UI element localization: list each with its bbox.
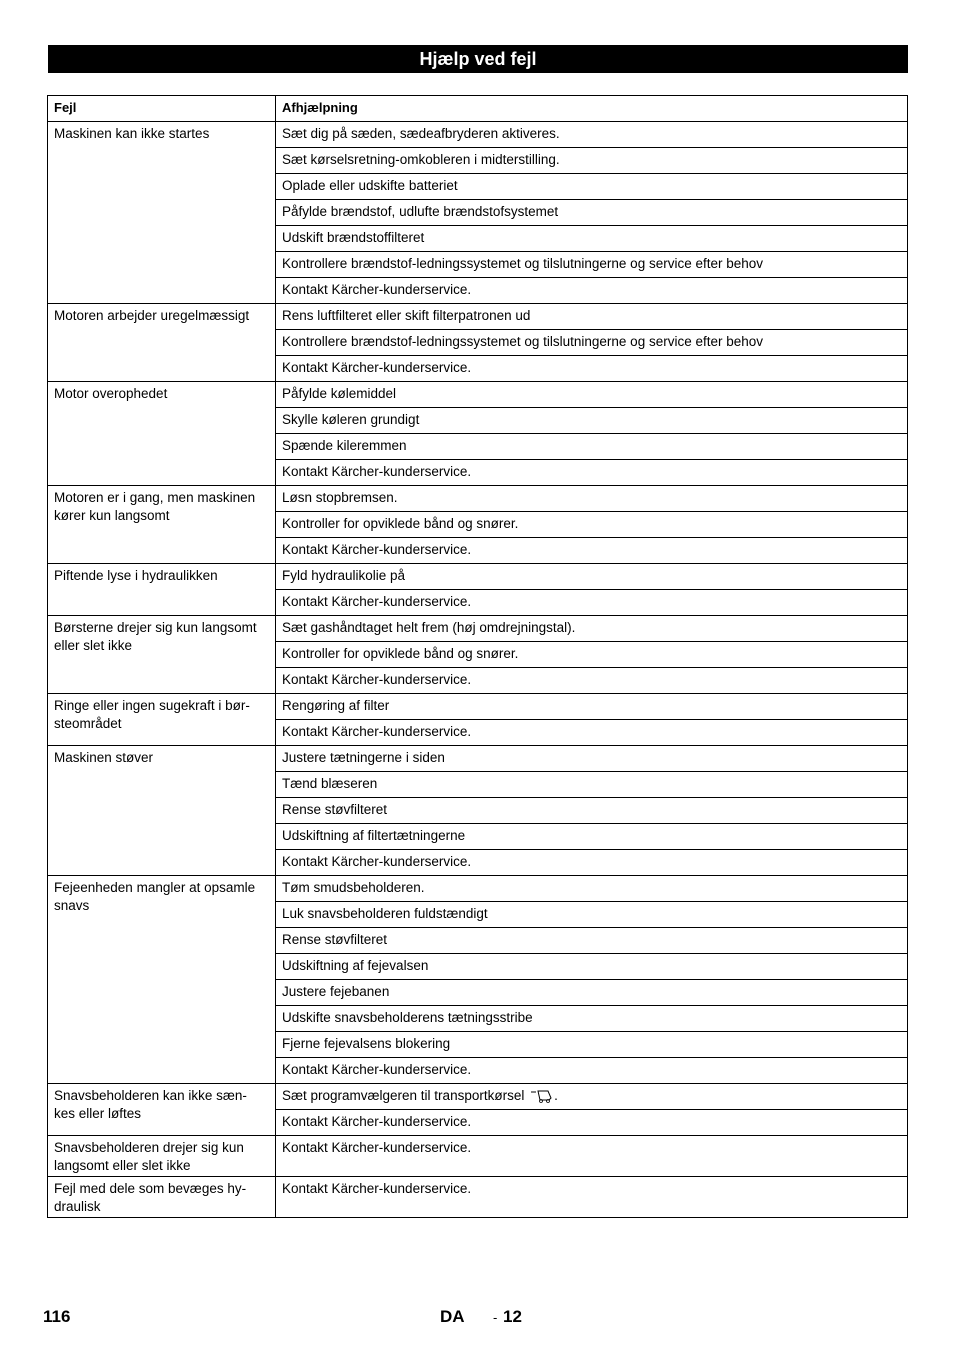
remedy-cell: Påfylde brændstof, udlufte brændstofsystemet [276,200,908,226]
remedy-cell: Oplade eller udskifte batteriet [276,174,908,200]
remedy-cell: Kontakt Kärcher-kunderservice. [276,538,908,564]
page-separator: - [493,1310,498,1325]
remedy-cell: Fjerne fejevalsens blokering [276,1032,908,1058]
remedy-cell: Rense støvfilteret [276,798,908,824]
table-row [48,122,908,148]
remedy-cell: Fyld hydraulikolie på [276,564,908,590]
remedy-cell: Udskiftning af filtertætningerne [276,824,908,850]
table-row [48,1177,908,1218]
table-row [48,304,908,330]
fault-cell: Fejl med dele som bevæges hy-draulisk [48,1177,276,1218]
table-row [48,1084,908,1110]
remedy-cell: Kontakt Kärcher-kunderservice. [276,460,908,486]
remedy-cell: Rens luftfilteret eller skift filterpatronen ud [276,304,908,330]
page-number: 116 [43,1307,71,1326]
table-row [48,876,908,902]
remedy-cell: Påfylde kølemiddel [276,382,908,408]
remedy-cell: Kontrollere brændstof-ledningssystemet og tilslutningerne og service efter behov [276,252,908,278]
fault-cell: Motoren er i gang, men maskinen kører kun langsomt [48,486,276,564]
remedy-cell: Udskifte snavsbeholderens tætningsstribe [276,1006,908,1032]
remedy-cell: Kontroller for opviklede bånd og snører. [276,512,908,538]
fault-cell: Maskinen kan ikke startes [48,122,276,304]
fault-cell: Maskinen støver [48,746,276,876]
fault-cell: Snavsbeholderen kan ikke sæn-kes eller løftes [48,1084,276,1136]
fault-cell: Børsterne drejer sig kun langsomt eller slet ikke [48,616,276,694]
section-page-number: 12 [503,1307,522,1326]
remedy-cell: Sæt dig på sæden, sædeafbryderen aktiveres. [276,122,908,148]
remedy-cell: Sæt gashåndtaget helt frem (høj omdrejningstal). [276,616,908,642]
remedy-cell: Kontakt Kärcher-kunderservice. [276,1058,908,1084]
fault-cell: Motor overophedet [48,382,276,486]
language-code: DA [440,1307,465,1326]
remedy-cell: Udskift brændstoffilteret [276,226,908,252]
page-title: Hjælp ved fejl [48,45,908,73]
fault-cell: Snavsbeholderen drejer sig kun langsomt eller slet ikke [48,1136,276,1177]
remedy-cell: Kontakt Kärcher-kunderservice. [276,1177,908,1218]
remedy-cell: Rengøring af filter [276,694,908,720]
remedy-cell: Justere tætningerne i siden [276,746,908,772]
remedy-cell: Kontakt Kärcher-kunderservice. [276,668,908,694]
table-row [48,486,908,512]
table-row [48,746,908,772]
remedy-cell: Justere fejebanen [276,980,908,1006]
remedy-cell: Løsn stopbremsen. [276,486,908,512]
remedy-cell: Kontroller for opviklede bånd og snører. [276,642,908,668]
fault-cell: Motoren arbejder uregelmæssigt [48,304,276,382]
remedy-cell: Tøm smudsbeholderen. [276,876,908,902]
remedy-cell: Kontakt Kärcher-kunderservice. [276,278,908,304]
remedy-cell: Kontakt Kärcher-kunderservice. [276,850,908,876]
remedy-cell: Spænde kileremmen [276,434,908,460]
column-header-remedy: Afhjælpning [276,96,908,122]
fault-cell: Fejeenheden mangler at opsamle snavs [48,876,276,1084]
fault-cell: Piftende lyse i hydraulikken [48,564,276,616]
table-row [48,616,908,642]
column-header-fault: Fejl [48,96,276,122]
remedy-cell: Kontakt Kärcher-kunderservice. [276,1136,908,1177]
table-row [48,564,908,590]
remedy-cell: Kontakt Kärcher-kunderservice. [276,590,908,616]
remedy-cell: Kontakt Kärcher-kunderservice. [276,356,908,382]
remedy-cell: Rense støvfilteret [276,928,908,954]
table-row [48,694,908,720]
remedy-cell [276,1084,908,1110]
remedy-cell: Kontakt Kärcher-kunderservice. [276,720,908,746]
table-header-row [48,96,908,122]
table-row [48,382,908,408]
remedy-cell: Kontrollere brændstof-ledningssystemet og tilslutningerne og service efter behov [276,330,908,356]
table-row [48,1136,908,1177]
fault-table [47,95,908,1218]
remedy-text-end: . [554,1088,558,1103]
remedy-cell: Sæt kørselsretning-omkobleren i midterstilling. [276,148,908,174]
fault-cell: Ringe eller ingen sugekraft i bør-steområdet [48,694,276,746]
remedy-cell: Luk snavsbeholderen fuldstændigt [276,902,908,928]
remedy-cell: Udskiftning af fejevalsen [276,954,908,980]
remedy-cell: Skylle køleren grundigt [276,408,908,434]
remedy-cell: Kontakt Kärcher-kunderservice. [276,1110,908,1136]
transport-mode-icon [530,1089,554,1103]
remedy-cell: Tænd blæseren [276,772,908,798]
remedy-text: Sæt programvælgeren til transportkørsel [282,1088,525,1103]
